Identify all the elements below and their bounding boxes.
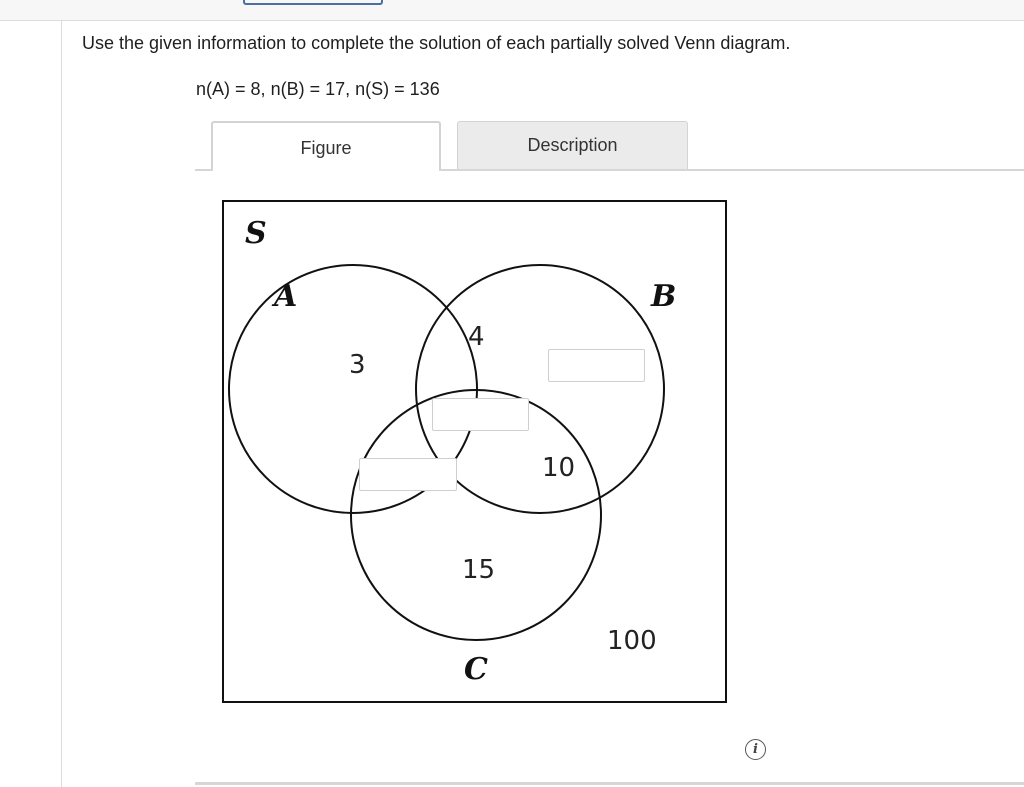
instructions-text: Use the given information to complete the solution of each partially solved Venn diagram. (82, 33, 791, 53)
region-b-and-c-only: 10 (542, 453, 576, 483)
info-icon[interactable] (745, 739, 766, 760)
universe-label-s: S (245, 216, 267, 251)
given-information: n(A) = 8, n(B) = 17, n(S) = 136 (196, 79, 440, 99)
ns-value: 136 (409, 79, 440, 99)
ns-label: n(S) (355, 79, 390, 99)
tab-figure-label: Figure (300, 138, 352, 158)
nb-label: n(B) (270, 79, 305, 99)
tab-description-label: Description (527, 135, 618, 155)
active-tab-gap (213, 169, 439, 171)
region-outside: 100 (607, 626, 657, 656)
tab-description[interactable] (457, 121, 688, 169)
tab-figure[interactable] (211, 121, 441, 170)
region-a-only: 3 (349, 350, 366, 380)
answer-b-only-input[interactable] (548, 349, 645, 382)
answer-a-and-c-only-input[interactable] (359, 458, 457, 491)
answer-a-b-c-input[interactable] (432, 398, 529, 431)
set-label-b: B (651, 279, 677, 314)
set-label-c: C (464, 652, 488, 687)
venn-diagram (222, 200, 727, 703)
na-value: 8 (250, 79, 261, 99)
left-divider (61, 20, 62, 787)
region-a-and-b-only: 4 (468, 322, 485, 352)
na-label: n(A) (196, 79, 231, 99)
nb-value: 17 (325, 79, 346, 99)
region-c-only: 15 (462, 555, 496, 585)
set-label-a: A (274, 279, 298, 314)
bottom-divider (195, 782, 1024, 785)
top-toolbar-strip (0, 0, 1024, 21)
toolbar-button[interactable] (243, 0, 383, 5)
info-icon-glyph: i (753, 742, 758, 757)
